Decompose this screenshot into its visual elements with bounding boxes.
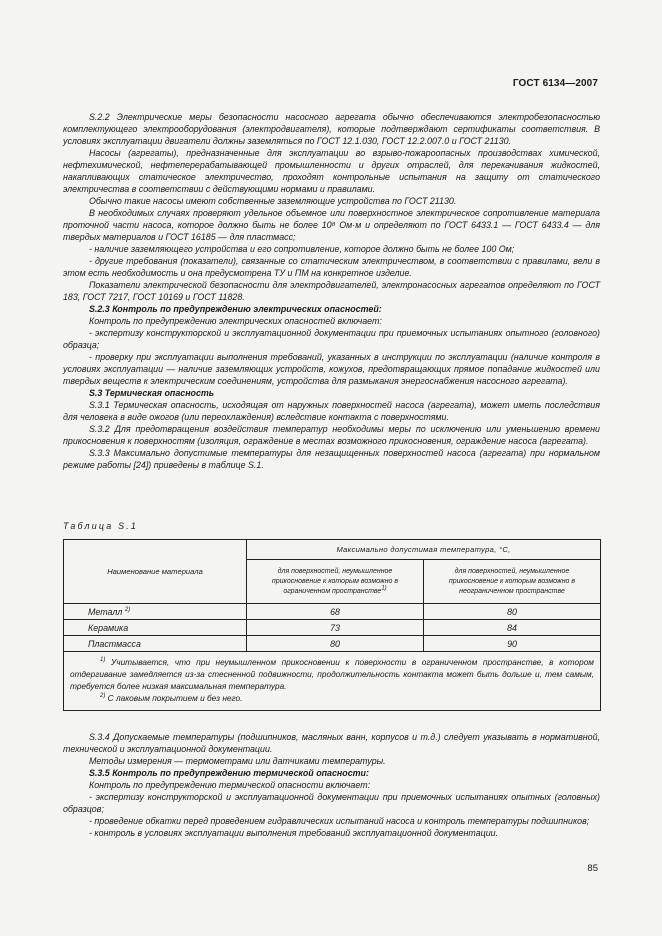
limited-value: 73 [247,620,424,636]
header-max-temperature: Максимально допустимая температура, °С, [247,540,601,560]
table-row [64,604,601,620]
material-name: Металл [88,606,123,617]
unlimited-value: 90 [424,636,601,652]
header-material [64,540,247,604]
material-cell [64,604,247,620]
unlimited-value: 80 [424,604,601,620]
paragraph: S.3.4 Допускаемые температуры (подшипников, масляных ванн, корпусов и т.д.) следует указывать в нормативной, технической и эксплуатационной документации. [63,732,600,754]
material-cell [64,620,247,636]
footnote-1-text: Учитывается, что при неумышленном прикосновении к поверхности в ограниченном пространстве, в котором отдергивание замедляется из-за стесненной подвижности, продолжительность контакта может быть дольше и, тем самым, требуется более низкая максимальная температура. [70,657,594,691]
paragraph: - экспертизу конструкторской и эксплуатационной документации при приемочных испытаниях опытных (головных) образцов; [63,792,600,814]
header-limited-label: для поверхностей, неумышленное прикосновение к которым возможно в ограниченном пространстве [271,567,399,595]
material-name: Пластмасса [88,638,141,649]
paragraph: Контроль по предупреждению электрических опасностей включает: [89,316,382,326]
header-unlimited-space: для поверхностей, неумышленное прикосновение к которым возможно в неограниченном пространстве [424,560,601,604]
header-material-label: Наименование материала [107,567,203,576]
footnote-mark: 1) [100,657,106,664]
paragraph: S.3.3 Максимально допустимые температуры для незащищенных поверхностей насоса (агрегата) при нормальном режиме работы [24]) приведены в таблице S.1. [63,448,600,470]
paragraph: S.3.2 Для предотвращения воздействия температур необходимы меры по исключению или уменьшению времени прикосновения к поверхностям (изоляция, ограждение в местах возможного прикосновения, ограждение насоса (агрегата). [63,424,600,446]
limited-value: 68 [247,604,424,620]
unlimited-value: 84 [424,620,601,636]
section-heading: S.2.3 Контроль по предупреждению электрических опасностей: [89,304,382,314]
footnote-mark: 2) [100,693,106,700]
paragraph: В необходимых случаях проверяют удельное объемное или поверхностное электрическое сопротивление материала проточной части насоса, которое должно быть не более 10⁸ Ом·м и определяют по ГОСТ 6433.1 — ГОСТ 6433.4 — для твердых материалов и ГОСТ 16185 — для пластмасс; [63,208,600,242]
paragraph: S.3.1 Термическая опасность, исходящая от наружных поверхностей насоса (агрегата), может иметь последствия для человека в виде ожогов (или переохлаждения) вследствие контакта с поверхностями. [63,400,600,422]
paragraph: Обычно такие насосы имеют собственные заземляющие устройства по ГОСТ 21130. [89,196,457,206]
body-text-top [63,111,600,471]
limited-value: 80 [247,636,424,652]
paragraph: - проверку при эксплуатации выполнения требований, указанных в инструкции по эксплуатации (наличие контроля в условиях эксплуатации — наличие заземляющих устройств, кожухов, предотвращающих прямое попадание жидкостей или твердых веществ к электрическим соединениям, устройства для размыкания энергоснабжения насосного агрегата). [63,352,600,386]
footnote-ref: 1) [381,585,387,592]
footnote-2-text: С лаковым покрытием и без него. [107,693,243,703]
temperature-table [63,539,601,711]
table-footnotes [64,652,601,711]
paragraph: Контроль по предупреждению термической опасности включает: [89,780,371,790]
material-cell [64,636,247,652]
table-row [64,636,601,652]
paragraph: Показатели электрической безопасности для электродвигателей, электронасосных агрегатов определяют по ГОСТ 183, ГОСТ 7217, ГОСТ 10169 и ГОСТ 11828. [63,280,600,302]
paragraph: - другие требования (показатели), связанные со статическим электричеством, в соответствии с правилами, вели в этом есть необходимость и она предусмотрена ТУ и ПМ на конкретное изделие. [63,256,600,278]
table-row [64,620,601,636]
paragraph: - экспертизу конструкторской и эксплуатационной документации при приемочных испытаниях опытного (головного) образца; [63,328,600,350]
paragraph: Насосы (агрегаты), предназначенные для эксплуатации во взрыво-пожароопасных производствах химической, нефтехимической, нефтеперерабатывающей промышленности и других отраслей, для перекачивания жидкостей, накапливающих статическое электричество, проходят контрольные испытания на защиту от статического электричества в соответствии с действующими нормами и правилами. [63,148,600,194]
paragraph: S.2.2 Электрические меры безопасности насосного агрегата обычно обеспечиваются электробезопасностью комплектующего электрооборудования (электродвигателя), которые подтверждают сертификаты соответствия. В условиях эксплуатации двигатели должны заземляться по ГОСТ 12.1.030, ГОСТ 12.2.007.0 и ГОСТ 21130. [63,112,600,146]
footnote-2 [70,692,594,704]
footnote-ref: 2) [124,606,131,613]
section-heading: S.3.5 Контроль по предупреждению термической опасности: [89,768,369,778]
section-heading: S.3 Термическая опасность [89,388,215,398]
paragraph: Методы измерения — термометрами или датчиками температуры. [89,756,386,766]
paragraph: - наличие заземляющего устройства и его сопротивление, которое должно быть не более 100 Ом; [89,244,515,254]
paragraph: - проведение обкатки перед проведением гидравлических испытаний насоса и контроль температуры подшипников; [89,816,590,826]
material-name: Керамика [88,622,129,633]
paragraph: - контроль в условиях эксплуатации выполнения требований эксплуатационной документации. [89,828,499,838]
body-text-bottom [63,731,600,839]
footnote-1 [70,656,594,692]
table-caption: Таблица S.1 [63,521,138,531]
page-number: 85 [587,863,598,874]
standard-code-header: ГОСТ 6134—2007 [512,78,598,89]
header-limited-space [247,560,424,604]
